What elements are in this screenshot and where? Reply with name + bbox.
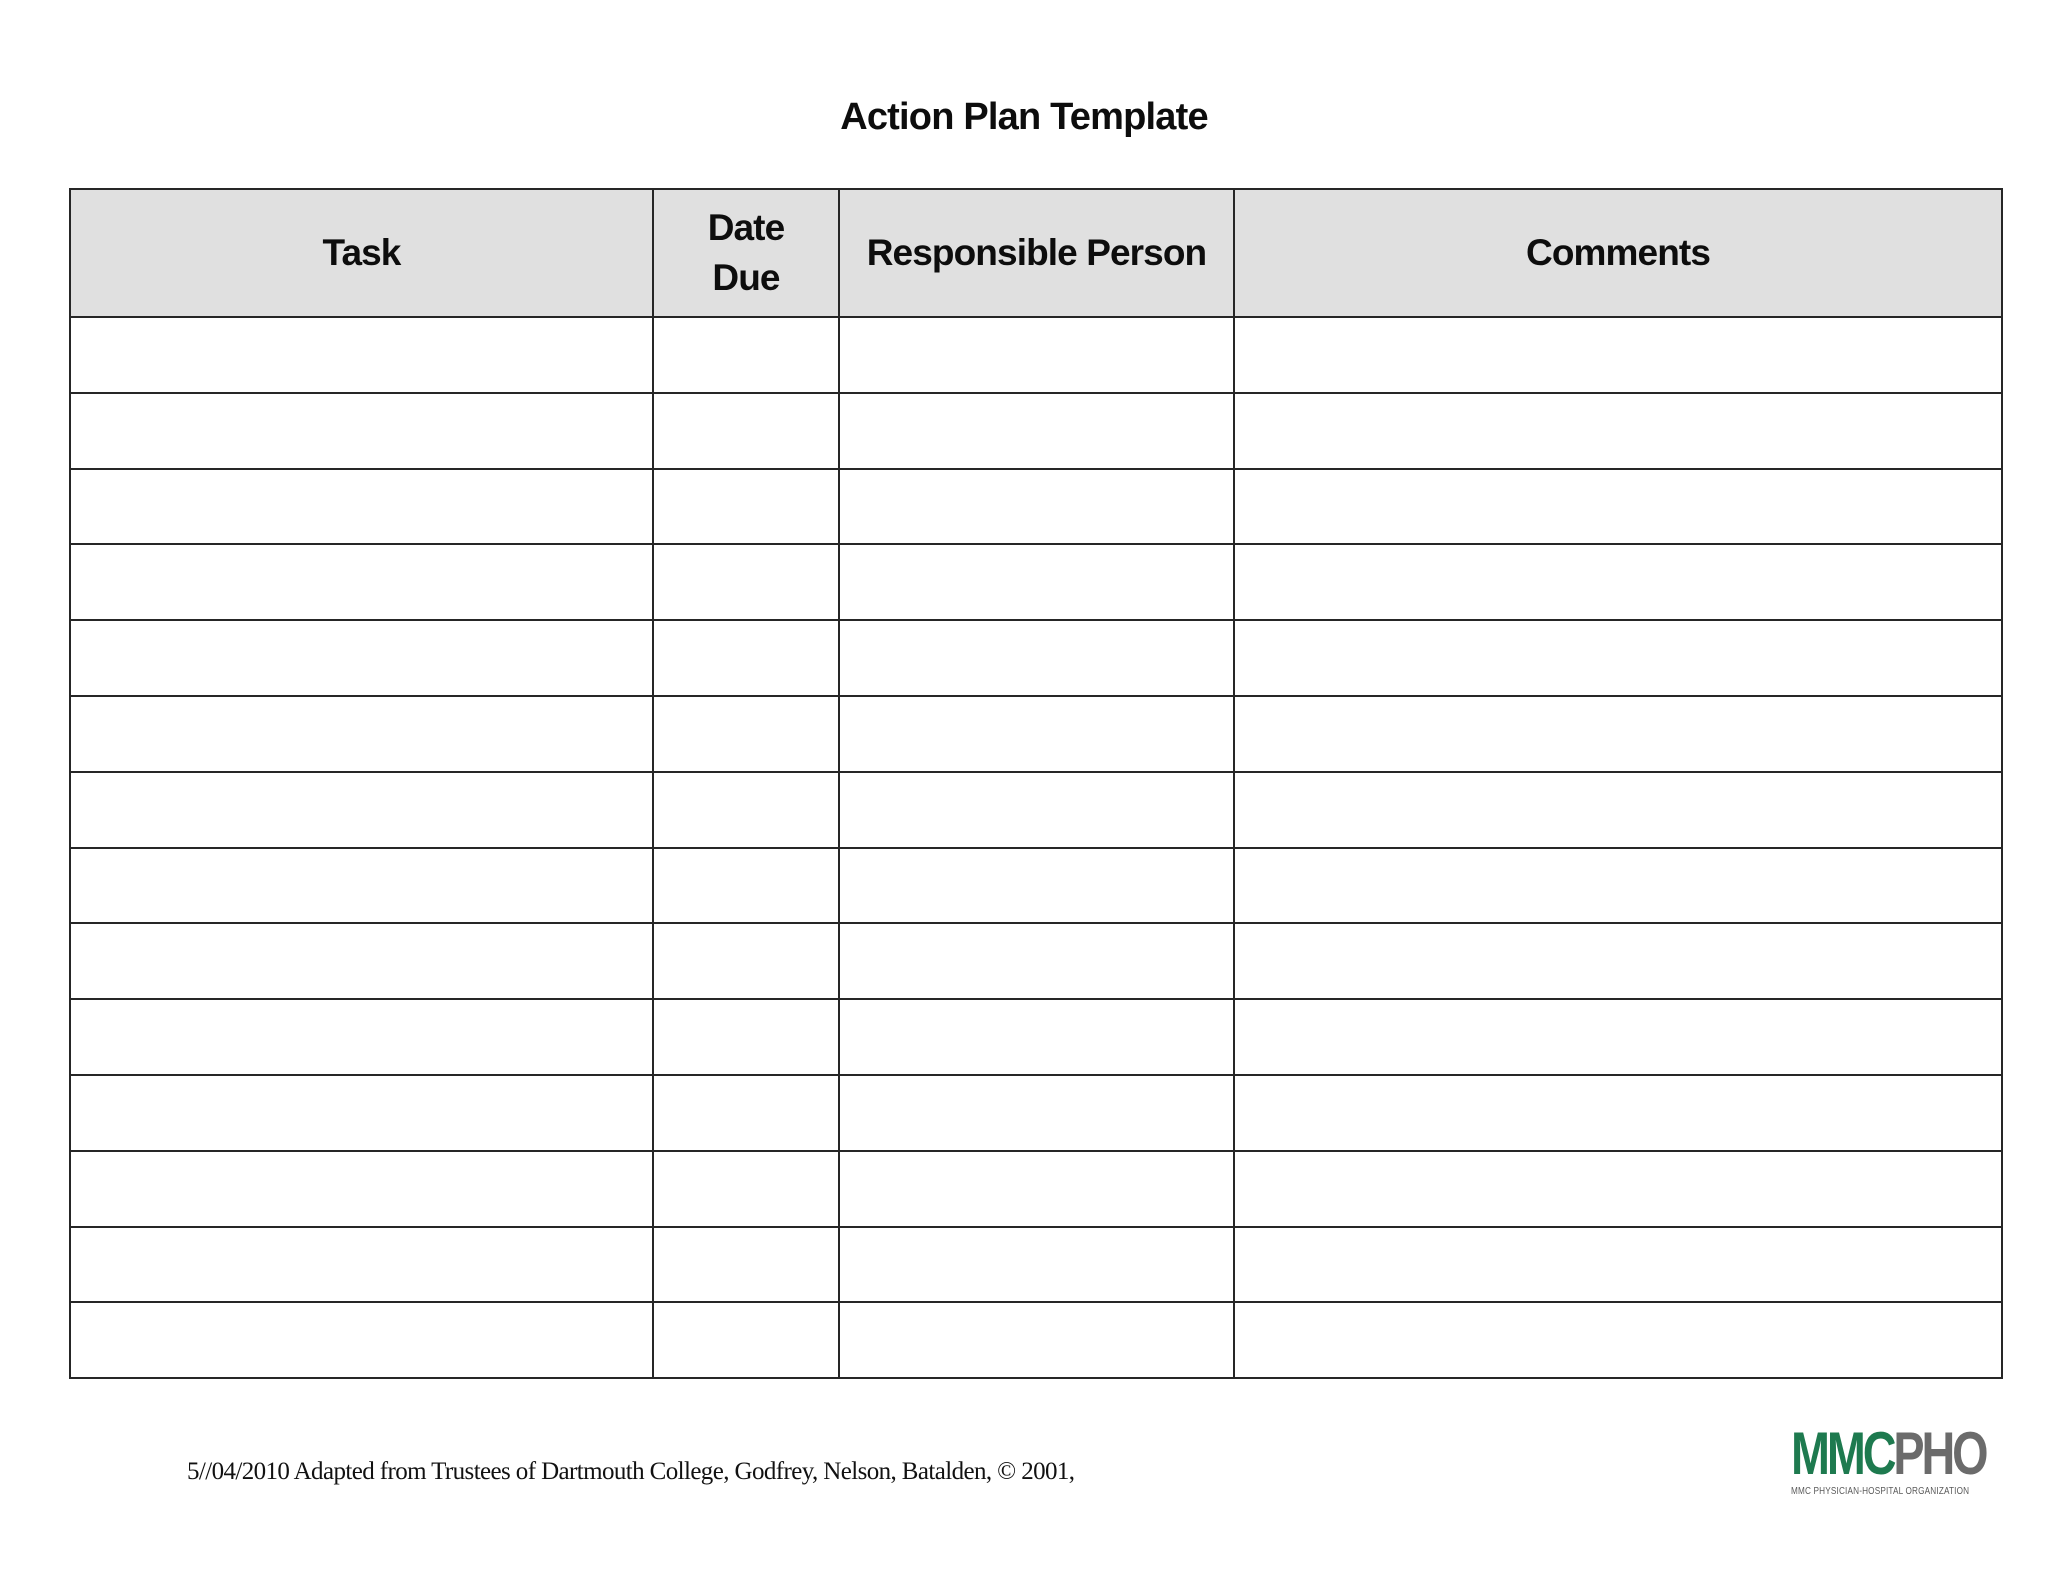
task-cell[interactable] bbox=[70, 620, 653, 696]
date-due-cell[interactable] bbox=[653, 772, 839, 848]
date-due-cell[interactable] bbox=[653, 393, 839, 469]
date-due-cell[interactable] bbox=[653, 1075, 839, 1151]
table-row bbox=[70, 1227, 2002, 1303]
task-cell[interactable] bbox=[70, 469, 653, 545]
date-due-cell[interactable] bbox=[653, 1151, 839, 1227]
logo-subtitle: MMC PHYSICIAN-HOSPITAL ORGANIZATION bbox=[1791, 1486, 1970, 1497]
comments-cell[interactable] bbox=[1234, 1227, 2002, 1303]
date-due-line1: Date bbox=[707, 207, 785, 248]
responsible-person-cell[interactable] bbox=[839, 1075, 1234, 1151]
table-row bbox=[70, 544, 2002, 620]
comments-cell[interactable] bbox=[1234, 1151, 2002, 1227]
mmcpho-logo bbox=[1791, 1420, 1986, 1497]
responsible-person-cell[interactable] bbox=[839, 999, 1234, 1075]
responsible-person-cell[interactable] bbox=[839, 848, 1234, 924]
table-row bbox=[70, 848, 2002, 924]
table-row bbox=[70, 923, 2002, 999]
comments-cell[interactable] bbox=[1234, 696, 2002, 772]
responsible-person-cell[interactable] bbox=[839, 469, 1234, 545]
table-header-row bbox=[70, 189, 2002, 317]
column-header-comments: Comments bbox=[1234, 189, 2002, 317]
table-row bbox=[70, 393, 2002, 469]
comments-cell[interactable] bbox=[1234, 317, 2002, 393]
task-cell[interactable] bbox=[70, 1302, 653, 1378]
table-row bbox=[70, 1151, 2002, 1227]
logo-wordmark bbox=[1791, 1420, 1986, 1487]
comments-cell[interactable] bbox=[1234, 1075, 2002, 1151]
task-cell[interactable] bbox=[70, 999, 653, 1075]
comments-cell[interactable] bbox=[1234, 469, 2002, 545]
date-due-cell[interactable] bbox=[653, 1227, 839, 1303]
date-due-cell[interactable] bbox=[653, 848, 839, 924]
responsible-person-cell[interactable] bbox=[839, 772, 1234, 848]
table-body bbox=[70, 317, 2002, 1378]
column-header-responsible-person: Responsible Person bbox=[839, 189, 1234, 317]
table-row bbox=[70, 317, 2002, 393]
responsible-person-cell[interactable] bbox=[839, 544, 1234, 620]
date-due-cell[interactable] bbox=[653, 1302, 839, 1378]
table-row bbox=[70, 469, 2002, 545]
action-plan-table bbox=[69, 188, 2003, 1379]
task-cell[interactable] bbox=[70, 1151, 653, 1227]
task-cell[interactable] bbox=[70, 696, 653, 772]
responsible-person-cell[interactable] bbox=[839, 1302, 1234, 1378]
column-header-task: Task bbox=[70, 189, 653, 317]
comments-cell[interactable] bbox=[1234, 923, 2002, 999]
logo-mmc: MMC bbox=[1791, 1420, 1894, 1487]
responsible-person-cell[interactable] bbox=[839, 620, 1234, 696]
date-due-cell[interactable] bbox=[653, 469, 839, 545]
table-row bbox=[70, 1302, 2002, 1378]
responsible-person-cell[interactable] bbox=[839, 317, 1234, 393]
table-row bbox=[70, 999, 2002, 1075]
comments-cell[interactable] bbox=[1234, 544, 2002, 620]
date-due-cell[interactable] bbox=[653, 317, 839, 393]
date-due-cell[interactable] bbox=[653, 923, 839, 999]
page-title: Action Plan Template bbox=[840, 96, 1208, 138]
task-cell[interactable] bbox=[70, 317, 653, 393]
task-cell[interactable] bbox=[70, 923, 653, 999]
column-header-date-due bbox=[653, 189, 839, 317]
responsible-person-cell[interactable] bbox=[839, 696, 1234, 772]
date-due-cell[interactable] bbox=[653, 620, 839, 696]
table-row bbox=[70, 696, 2002, 772]
table-row bbox=[70, 772, 2002, 848]
table-row bbox=[70, 620, 2002, 696]
comments-cell[interactable] bbox=[1234, 999, 2002, 1075]
comments-cell[interactable] bbox=[1234, 393, 2002, 469]
attribution-note: 5//04/2010 Adapted from Trustees of Dartmouth College, Godfrey, Nelson, Batalden, © 2001, bbox=[187, 1458, 1075, 1485]
date-due-line2: Due bbox=[712, 257, 780, 298]
date-due-cell[interactable] bbox=[653, 999, 839, 1075]
responsible-person-cell[interactable] bbox=[839, 1151, 1234, 1227]
task-cell[interactable] bbox=[70, 848, 653, 924]
responsible-person-cell[interactable] bbox=[839, 393, 1234, 469]
date-due-cell[interactable] bbox=[653, 696, 839, 772]
comments-cell[interactable] bbox=[1234, 620, 2002, 696]
table-row bbox=[70, 1075, 2002, 1151]
task-cell[interactable] bbox=[70, 544, 653, 620]
comments-cell[interactable] bbox=[1234, 772, 2002, 848]
logo-pho: PHO bbox=[1893, 1420, 1986, 1487]
comments-cell[interactable] bbox=[1234, 1302, 2002, 1378]
date-due-cell[interactable] bbox=[653, 544, 839, 620]
task-cell[interactable] bbox=[70, 772, 653, 848]
task-cell[interactable] bbox=[70, 393, 653, 469]
task-cell[interactable] bbox=[70, 1075, 653, 1151]
responsible-person-cell[interactable] bbox=[839, 923, 1234, 999]
responsible-person-cell[interactable] bbox=[839, 1227, 1234, 1303]
comments-cell[interactable] bbox=[1234, 848, 2002, 924]
task-cell[interactable] bbox=[70, 1227, 653, 1303]
